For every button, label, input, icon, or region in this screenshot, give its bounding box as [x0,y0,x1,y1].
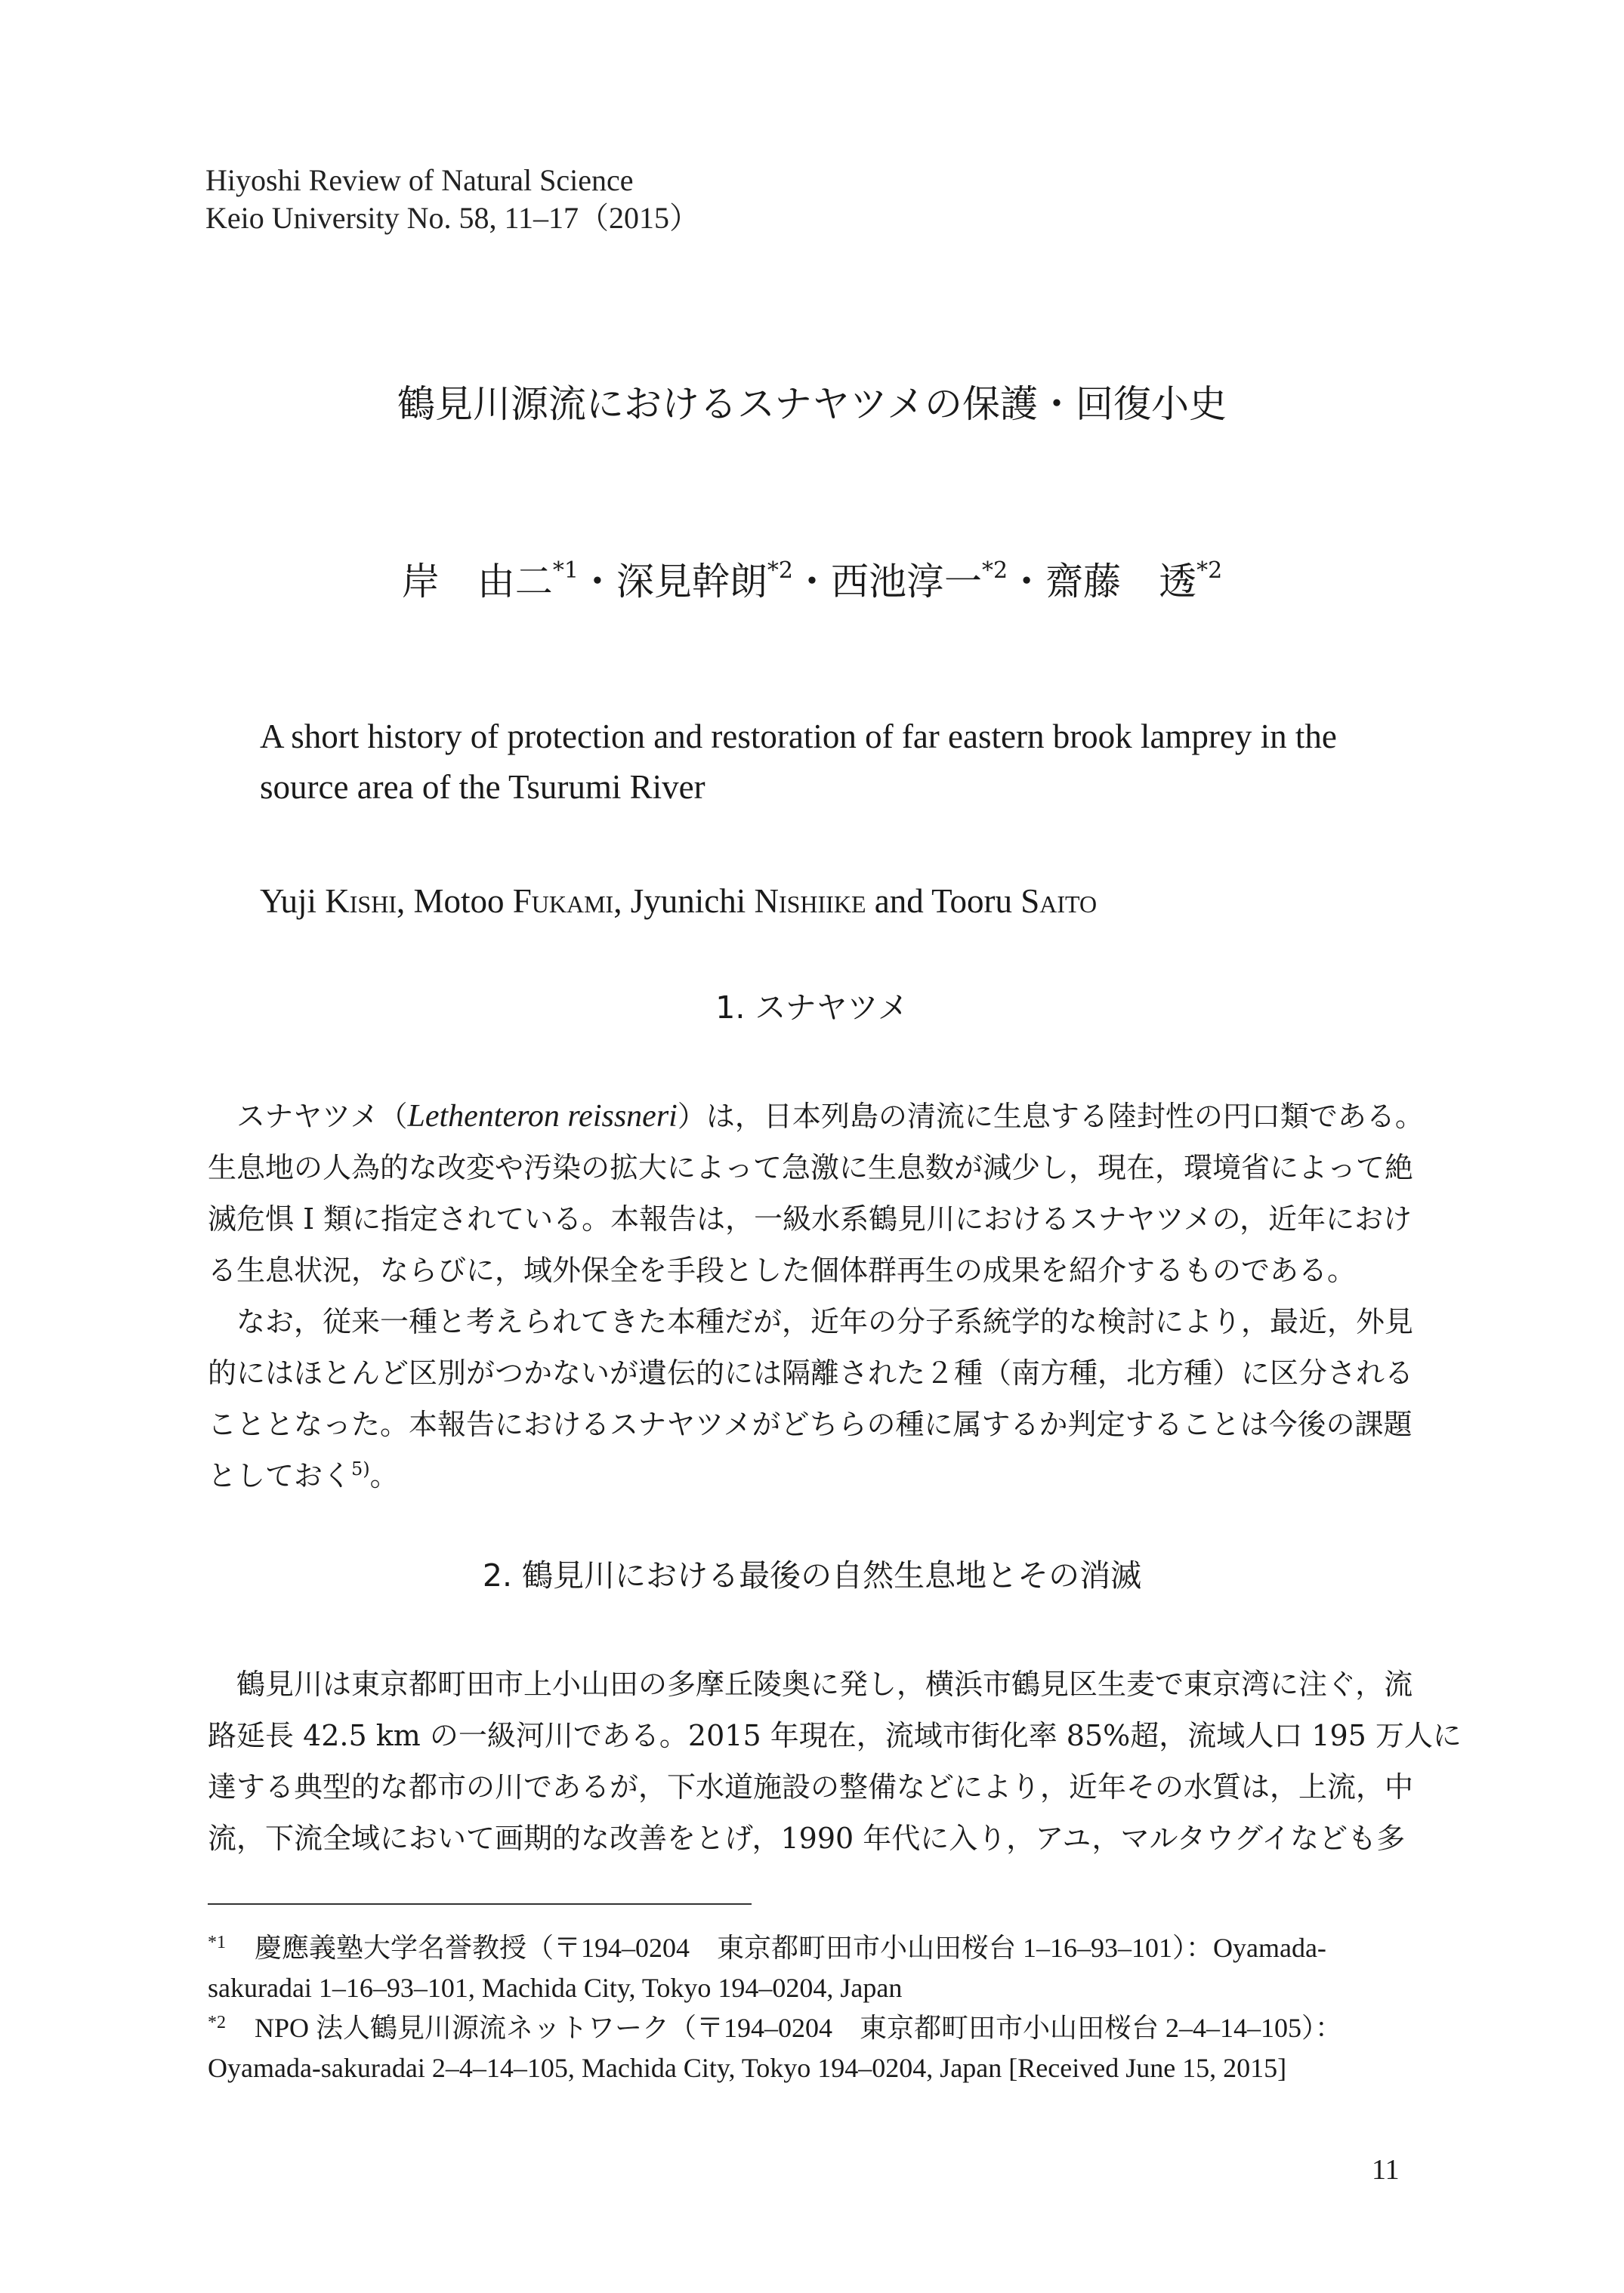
text-line: 的にはほとんど区別がつかないが遺伝的には隔離された２種（南方種，北方種）に区分される [208,1356,1414,1390]
affiliation-mark: *2 [1196,557,1223,584]
author-name: 岸 由二 [401,560,553,603]
author-family-name: Nishiike [754,882,866,920]
text-line: る生息状況，ならびに，域外保全を手段とした個体群再生の成果を紹介するものである。 [208,1254,1357,1287]
author-family-name: Fukami [512,882,614,920]
reference-mark: 5) [351,1458,370,1480]
footnote-line [208,2008,1439,2048]
author-given-name: Yuji [260,882,317,920]
text-run: スナヤツメ（ [236,1100,408,1133]
journal-volume: Keio University No. 58, 11–17（2015） [205,201,700,235]
species-name: Lethenteron reissneri [407,1099,678,1134]
footnote-mark [208,1928,255,1968]
english-title-line: A short history of protection and restoration of far eastern brook lamprey in the [260,718,1337,755]
author-separator: , [396,882,414,920]
footnotes [208,1928,1439,2088]
author-name: 齋藤 透 [1045,560,1197,603]
footnote-mark [208,2008,255,2048]
authors-english [260,878,1438,924]
text-run: ）は，日本列島の清流に生息する陸封性の円口類である。 [677,1100,1424,1133]
footnote-text: NPO 法人鶴見川源流ネットワーク（〒194–0204 東京都町田市小山田桜台 2–4–14–105）： [255,2013,1343,2043]
author-family-name: Saito [1020,882,1098,920]
section-1-paragraph-1 [208,1091,1435,1296]
text-line: 路延長 42.5 km の一級河川である。2015 年現在，流域市街化率 85%超，流域人口 195 万人に [208,1719,1462,1752]
text-line: 鶴見川は東京都町田市上小山田の多摩丘陵奥に発し，横浜市鶴見区生麦で東京湾に注ぐ，流 [236,1668,1413,1701]
footnote-line: Oyamada-sakuradai 2–4–14–105, Machida City, Tokyo 194–0204, Japan [Received June 15, 2015] [208,2053,1287,2083]
text-line: 流，下流全域において画期的な改善をとげ，1990 年代に入り，アユ，マルタウグイなども多 [208,1822,1406,1855]
section-heading: 2. 鶴見川における最後の自然生息地とその消滅 [482,1557,1142,1594]
author-separator: ・ [578,560,616,603]
footnote-line [208,1928,1439,1968]
author-given-name: Tooru [931,882,1013,920]
text-run: としておく [208,1459,352,1492]
text-line: なお，従来一種と考えられてきた本種だが，近年の分子系統学的な検討により，最近，外見 [236,1305,1414,1338]
author-name: 西池淳一 [831,560,982,603]
affiliation-mark: *1 [552,557,579,584]
footnote-text: 慶應義塾大学名誉教授（〒194–0204 東京都町田市小山田桜台 1–16–93–101）：Oyamada- [255,1933,1326,1963]
author-separator: , [613,882,631,920]
text-line: こととなった。本報告におけるスナヤツメがどちらの種に属するか判定することは今後の課題 [208,1408,1413,1441]
author-given-name: Motoo [413,882,505,920]
affiliation-mark: *2 [767,557,793,584]
author-conjunction: and [866,882,932,920]
text-run: 。 [369,1459,399,1492]
section-1-paragraph-2 [208,1296,1435,1501]
text-line [208,1091,1435,1142]
footnote-mark-text: *2 [208,2013,226,2032]
author-family-name: Kishi [325,882,397,920]
text-line: 生息地の人為的な改変や汚染の拡大によって急激に生息数が減少し，現在，環境省によって絶 [208,1151,1414,1184]
author-separator: ・ [1008,560,1046,603]
journal-name: Hiyoshi Review of Natural Science [205,163,634,197]
author-given-name: Jyunichi [630,882,746,920]
author-name: 深見幹朗 [616,560,767,603]
section-2-paragraph-1 [208,1659,1462,1864]
text-line: 達する典型的な都市の川であるが，下水道施設の整備などにより，近年その水質は，上流，中 [208,1770,1414,1804]
authors-japanese [0,555,1624,608]
text-line [208,1450,1435,1501]
footnote-mark-text: *1 [208,1933,226,1952]
page-number: 11 [1372,2154,1400,2186]
footnote-line: sakuradai 1–16–93–101, Machida City, Tokyo 194–0204, Japan [208,1973,903,2003]
author-separator: ・ [793,560,831,603]
journal-info [205,162,1112,237]
article-title: 鶴見川源流におけるスナヤツメの保護・回復小史 [397,382,1227,426]
affiliation-mark: *2 [982,557,1008,584]
english-title [260,711,1438,813]
english-title-line: source area of the Tsurumi River [260,768,705,806]
section-heading: 1. スナヤツメ [715,989,909,1026]
text-line: 滅危惧 I 類に指定されている。本報告は，一級水系鶴見川におけるスナヤツメの，近年におけ [208,1202,1413,1236]
footnote-divider [208,1903,752,1905]
